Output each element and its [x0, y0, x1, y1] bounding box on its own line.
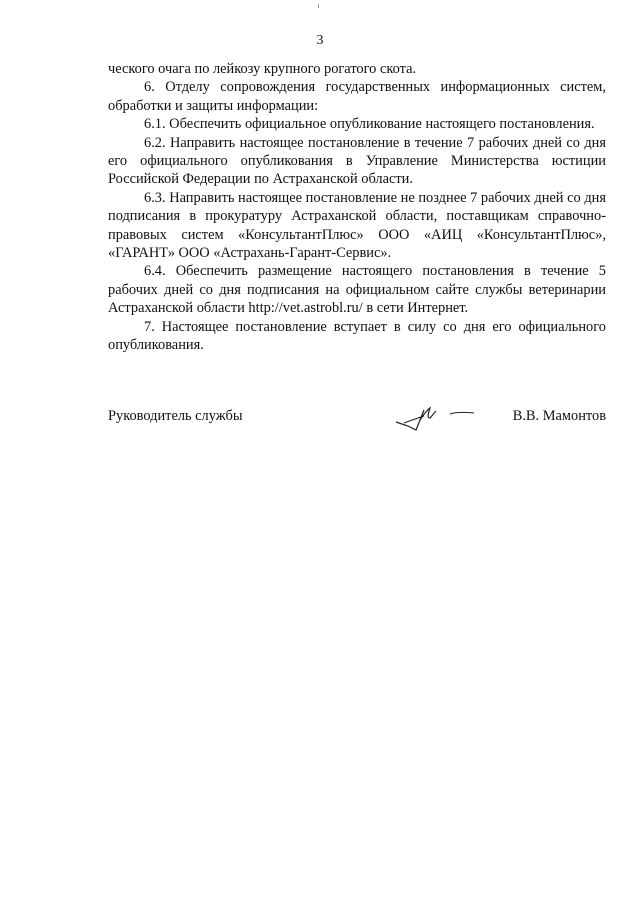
signature-block	[108, 404, 606, 434]
paragraph-item-6-2: 6.2. Направить настоящее постановление в течение 7 рабочих дней со дня его официального опубликования в Управление Министерства юстиции Российской Федерации по Астраханской области.	[108, 134, 606, 188]
signatory-position: Руководитель службы	[108, 408, 243, 424]
paragraph-item-6-1: 6.1. Обеспечить официальное опубликование настоящего постановления.	[144, 116, 595, 133]
paragraph-continuation: ческого очага по лейкозу крупного рогатого скота.	[108, 61, 417, 77]
paragraph-item-6: 6. Отделу сопровождения государственных информационных систем, обработки и защиты информации:	[108, 79, 606, 114]
page-number: 3	[316, 33, 324, 48]
signatory-name: В.В. Мамонтов	[512, 408, 606, 424]
document-body	[108, 60, 606, 355]
paragraph-item-6-4: 6.4. Обеспечить размещение настоящего постановления в течение 5 рабочих дней со дня подписания на официальном сайте службы ветеринарии Астраханской области http://vet.astrobl.ru/ в сети Интернет.	[108, 263, 606, 317]
paragraph-item-6-3: 6.3. Направить настоящее постановление не позднее 7 рабочих дней со дня подписания в прокуратуру Астраханской области, поставщикам справочно-правовых систем «КонсультантПлюс» ООО «АИЦ «КонсультантПлюс», «ГАРАНТ» ООО «Астрахань-Гарант-Сервис».	[108, 189, 606, 262]
handwritten-signature	[394, 404, 484, 434]
paragraph-item-7: 7. Настоящее постановление вступает в силу со дня его официального опубликования.	[108, 318, 606, 354]
scan-tick-mark	[318, 4, 319, 8]
